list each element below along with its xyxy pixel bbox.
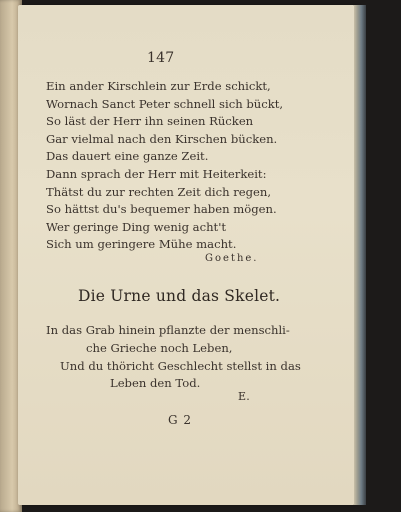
page-number: 147 (147, 50, 175, 66)
verse (46, 322, 301, 393)
verse-line: Und du thöricht Geschlecht stellst in das (60, 358, 301, 373)
verse-author-initial: E. (238, 390, 250, 403)
poem-line: Thätst du zur rechten Zeit dich regen, (46, 184, 272, 199)
book-page-edge (354, 5, 366, 505)
poem-line: Wornach Sanct Peter schnell sich bückt, (46, 96, 284, 111)
poem-author: Goethe. (205, 253, 259, 264)
verse-line: In das Grab hinein pflanzte der menschli- (46, 323, 290, 337)
poem-line: Ein ander Kirschlein zur Erde schickt, (46, 79, 271, 93)
poem-title: Die Urne und das Skelet. (78, 287, 281, 305)
verse-line: che Grieche noch Leben, (86, 340, 233, 355)
poem-line: Wer geringe Ding wenig acht't (46, 219, 227, 234)
poem-line: Das dauert eine ganze Zeit. (46, 149, 209, 164)
poem-ending (46, 78, 283, 254)
poem-line: So läst der Herr ihn seinen Rücken (46, 114, 254, 129)
poem-line: Gar vielmal nach den Kirschen bücken. (46, 131, 278, 146)
printer-signature-mark: G 2 (168, 413, 193, 427)
poem-line: Dann sprach der Herr mit Heiterkeit: (46, 166, 267, 181)
verse-line: Leben den Tod. (110, 376, 201, 391)
poem-line: So hättst du's bequemer haben mögen. (46, 202, 277, 217)
poem-line: Sich um geringere Mühe macht. (46, 237, 237, 252)
